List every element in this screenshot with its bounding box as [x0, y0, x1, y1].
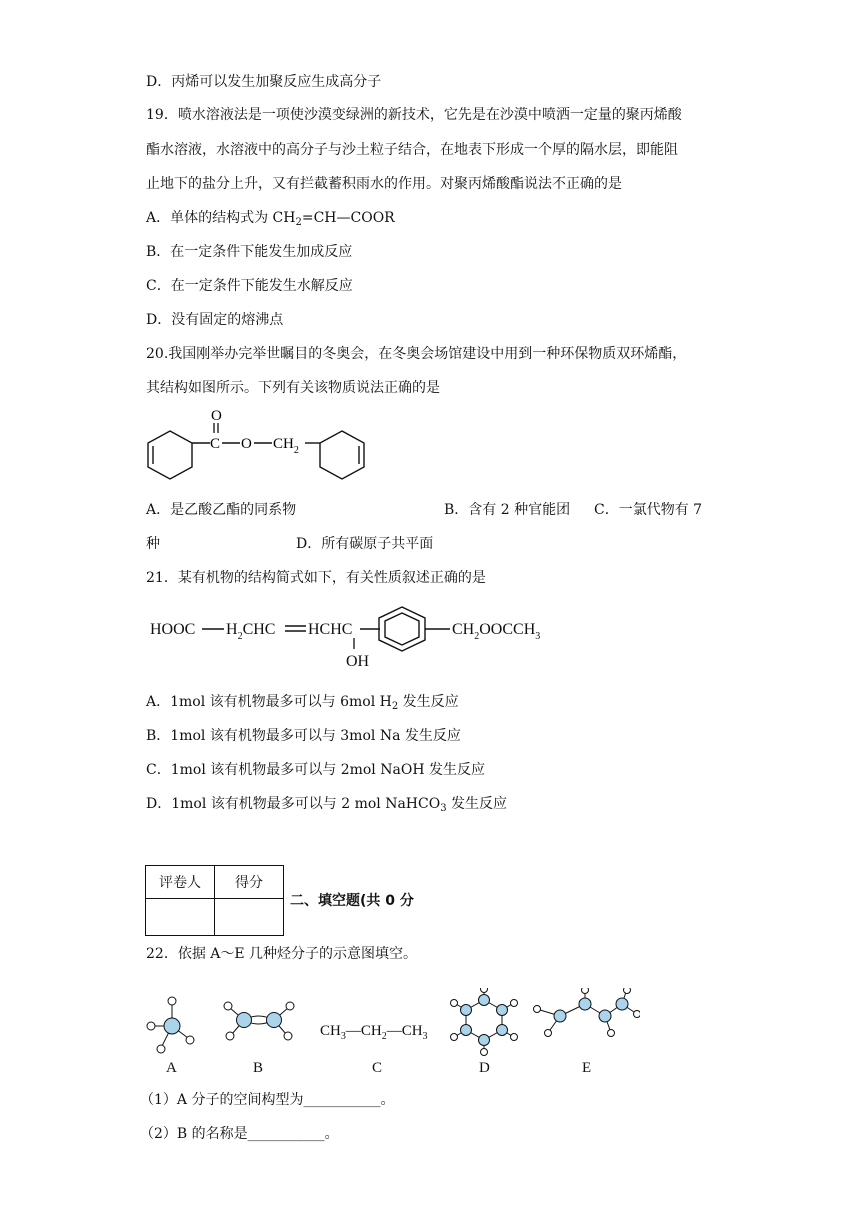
carboxyl-group: HOOC [150, 621, 196, 638]
q22-sub-question-1: （1）A 分子的空间构型为___________。 [140, 1092, 395, 1108]
q22-molecule-diagrams [140, 988, 640, 1080]
molecule-a-methane [147, 997, 194, 1053]
right-cyclohexene-ring [320, 431, 364, 479]
q19-stem-line3: 止地下的盐分上升，又有拦截蓄积雨水的作用。对聚丙烯酸酯说法不正确的是 [146, 176, 622, 192]
q19-option-a: A．单体的结构式为 $CH_2=CH—COOR$ [146, 210, 395, 228]
q22-stem: 22．依据 A～E 几种烃分子的示意图填空。 [146, 946, 418, 962]
q20-stem-line1: 20.我国刚举办完举世瞩目的冬奥会，在冬奥会场馆建设中用到一种环保物质双环烯酯， [146, 346, 687, 362]
section-2-title: 二、填空题(共 0 分 [290, 893, 414, 909]
molecule-b-ethylene [224, 1002, 294, 1040]
molecule-c-propane-formula: $CH_3—CH_2—CH_3$ [320, 1023, 428, 1042]
q19-option-b: B．在一定条件下能发生加成反应 [146, 244, 353, 260]
reviewer-cell [146, 899, 215, 936]
q19-stem-line1: 19．喷水溶液法是一项使沙漠变绿洲的新技术，它先是在沙漠中喷洒一定量的聚丙烯酸 [146, 107, 682, 123]
q18-option-d: D．丙烯可以发生加聚反应生成高分子 [146, 74, 382, 90]
benzene-ring [379, 607, 425, 651]
left-cyclohexene-ring [148, 431, 192, 479]
score-cell [215, 899, 284, 936]
q21-stem: 21．某有机物的结构简式如下，有关性质叙述正确的是 [146, 570, 486, 586]
q19-stem-line2: 酯水溶液，水溶液中的高分子与沙土粒子结合，在地表下形成一个厚的隔水层，即能阻 [146, 142, 678, 158]
methylene-group: $CH_2$ [273, 436, 299, 456]
q21-option-c: C．1mol 该有机物最多可以与 2mol NaOH 发生反应 [146, 762, 485, 778]
q20-option-c-continued: 种 [146, 536, 160, 552]
q20-structure-diagram [140, 405, 390, 497]
q20-option-a: A．是乙酸乙酯的同系物 [146, 502, 297, 518]
q20-option-b: B．含有 2 种官能团 [444, 502, 571, 518]
carbonyl-carbon: C [210, 436, 221, 452]
methylene-chain: $H_2CHC$ [226, 621, 276, 642]
hydroxyl-group: OH [346, 653, 370, 670]
carbonyl-oxygen: O [211, 408, 222, 424]
q20-option-c: C．一氯代物有 7 [594, 502, 703, 518]
q19-option-c: C．在一定条件下能发生水解反应 [146, 278, 353, 294]
q19-option-d: D．没有固定的熔沸点 [146, 312, 284, 328]
ester-oxygen: O [241, 436, 252, 452]
score-header: 得分 [215, 866, 284, 899]
label-a: A [166, 1060, 177, 1076]
acetoxymethyl-group: $CH_2OOCCH_3$ [452, 621, 541, 642]
q22-sub-question-2: （2）B 的名称是___________。 [140, 1126, 339, 1142]
molecule-d-benzene [451, 988, 518, 1056]
q20-stem-line2: 其结构如图所示。下列有关该物质说法正确的是 [146, 380, 440, 396]
vinyl-chain: HCHC [308, 621, 353, 638]
label-b: B [253, 1060, 264, 1076]
label-c: C [372, 1060, 383, 1076]
q21-option-a: A．1mol 该有机物最多可以与 6mol $H_2$ 发生反应 [146, 694, 459, 712]
q21-option-d: D．1mol 该有机物最多可以与 2 mol NaHCO$_3$ 发生反应 [146, 796, 508, 814]
label-e: E [582, 1060, 592, 1076]
q20-option-d: D．所有碳原子共平面 [296, 536, 434, 552]
label-d: D [479, 1060, 490, 1076]
molecule-e-chain [534, 988, 641, 1037]
q21-structure-diagram [148, 596, 568, 672]
reviewer-header: 评卷人 [146, 866, 215, 899]
q21-option-b: B．1mol 该有机物最多可以与 3mol Na 发生反应 [146, 728, 461, 744]
score-table [145, 865, 284, 936]
